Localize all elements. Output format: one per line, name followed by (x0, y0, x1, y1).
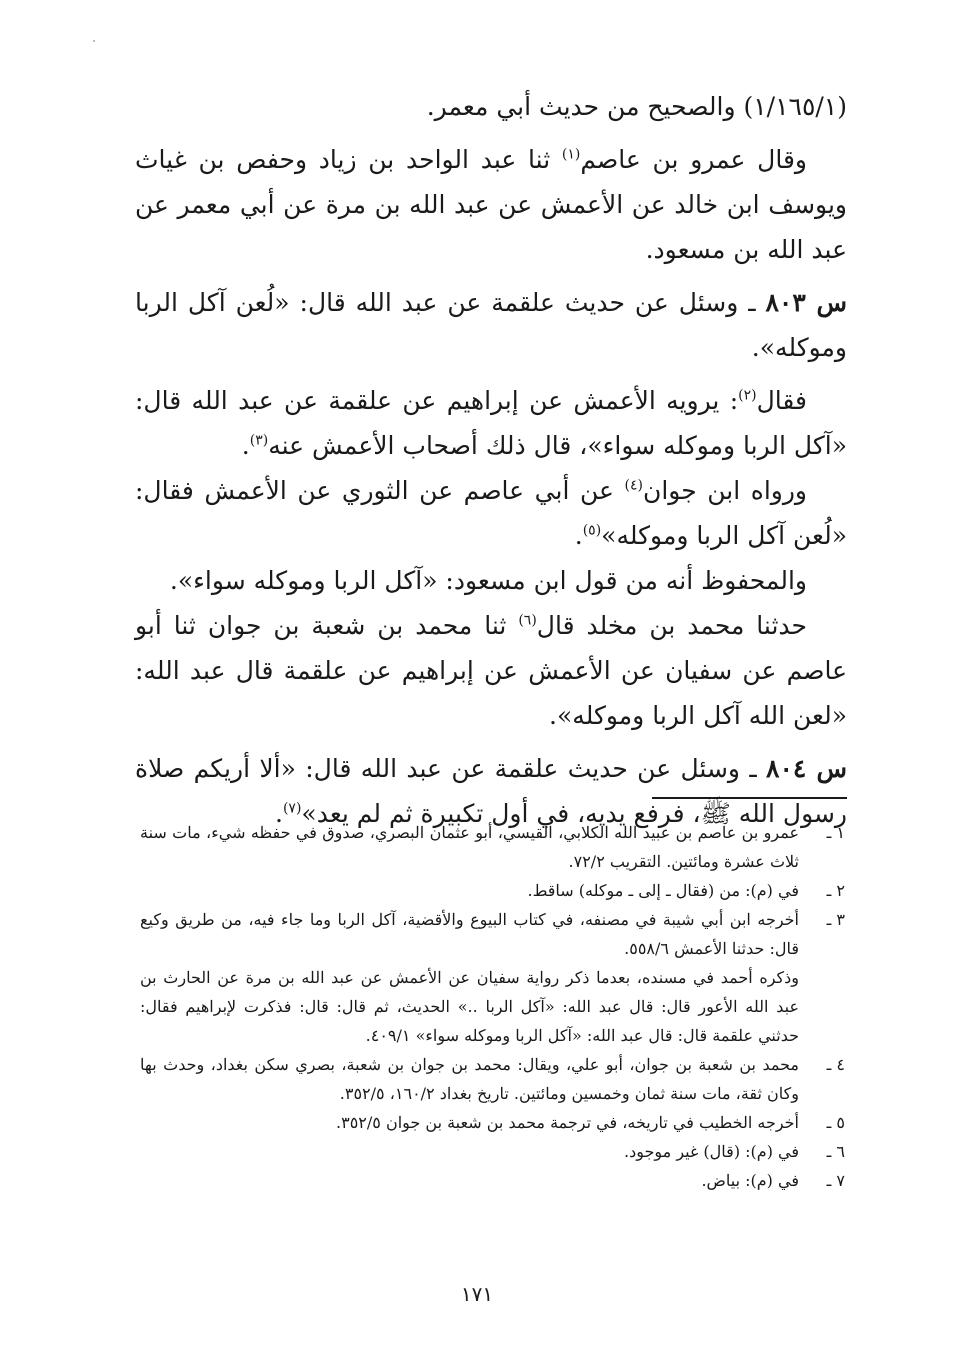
footnote-ref-1: (١) (561, 146, 581, 163)
paragraph-4 (135, 378, 847, 468)
footnote-1 (140, 818, 845, 876)
paragraph-2 (135, 137, 847, 272)
question-804-text: ـ وسئل عن حديث علقمة عن عبد الله قال: «ألا أريكم صلاة رسول الله ﷺ، فرفع يديه، في أول تكبيرة ثم لم يعد» (135, 754, 847, 828)
footnote-4-text: محمد بن شعبة بن جوان، أبو علي، ويقال: محمد بن جوان بن شعبة، بصري سكن بغداد، وحدث بها وكان ثقة، مات سنة ثمان وخمسين ومائتين. تاريخ بغداد ١٦٠/٢، ٣٥٢/٥. (140, 1055, 799, 1103)
footnote-6-text: في (م): (قال) غير موجود. (624, 1142, 799, 1161)
paragraph-4-text-c: . (241, 431, 250, 460)
question-803-number: س ٨٠٣ (765, 288, 847, 317)
footnote-2 (140, 876, 845, 905)
footnote-7 (140, 1166, 845, 1195)
footnote-3-number: ٣ ـ (826, 910, 845, 929)
footnote-divider (652, 797, 847, 799)
footnote-7-number: ٧ ـ (826, 1171, 845, 1190)
footnote-7-text: في (م): بياض. (701, 1171, 799, 1190)
paragraph-7-text-a: حدثنا محمد بن مخلد قال (536, 611, 807, 640)
footnote-2-text: في (م): من (فقال ـ إلى ـ موكله) ساقط. (527, 881, 799, 900)
paragraph-4-text-a: فقال (756, 386, 807, 415)
paragraph-2-text-a: وقال عمرو بن عاصم (580, 145, 807, 174)
footnote-5 (140, 1108, 845, 1137)
scan-speck (93, 40, 95, 42)
footnote-ref-6: (٦) (518, 612, 537, 629)
footnote-5-number: ٥ ـ (826, 1113, 845, 1132)
question-804-end: . (274, 799, 283, 828)
footnote-3-text: أخرجه ابن أبي شيبة في مصنفه، في كتاب البيوع والأقضية، آكل الربا وما جاء فيه، من طريق وكيع قال: حدثنا الأعمش ٥٥٨/٦. (140, 910, 799, 958)
footnote-ref-7: (٧) (282, 800, 302, 817)
paragraph-1 (135, 84, 847, 129)
paragraph-7-text-b: ثنا محمد بن شعبة بن جوان ثنا أبو عاصم عن سفيان عن الأعمش عن إبراهيم عن علقمة قال عبد الله: «لعن الله آكل الربا وموكله». (135, 611, 847, 730)
paragraph-5-text-a: ورواه ابن جوان (642, 476, 807, 505)
paragraph-2-text-b: ثنا عبد الواحد بن زياد وحفص بن غياث ويوسف ابن خالد عن الأعمش عن عبد الله بن مرة عن أبي معمر عن عبد الله بن مسعود. (135, 145, 847, 264)
main-text (135, 84, 847, 836)
paragraph-5 (135, 468, 847, 558)
footnote-6-number: ٦ ـ (826, 1142, 845, 1161)
footnote-ref-2: (٢) (738, 387, 757, 404)
paragraph-6 (135, 558, 847, 603)
paragraph-7 (135, 603, 847, 738)
footnote-ref-4: (٤) (624, 477, 643, 494)
footnotes (140, 818, 845, 1195)
footnote-4 (140, 1050, 845, 1108)
question-804-number: س ٨٠٤ (766, 754, 847, 783)
footnote-5-text: أخرجه الخطيب في تاريخه، في ترجمة محمد بن شعبة بن جوان ٣٥٢/٥. (336, 1113, 799, 1132)
question-803-text: ـ وسئل عن حديث علقمة عن عبد الله قال: «لُعن آكل الربا وموكله». (135, 288, 847, 362)
footnote-ref-3: (٣) (249, 432, 269, 449)
footnote-1-text: عمرو بن عاصم بن عبيد الله الكلابي، القيسي، أبو عثمان البصري، صدوق في حفظه شيء، مات سنة ثلاث عشرة ومائتين. التقريب ٧٢/٢. (140, 823, 799, 871)
footnote-1-number: ١ ـ (826, 823, 845, 842)
footnote-3 (140, 905, 845, 963)
page-number: ١٧١ (460, 1282, 494, 1306)
footnote-4-number: ٤ ـ (826, 1055, 845, 1074)
paragraph-5-text-b: عن أبي عاصم عن الثوري عن الأعمش فقال: «لُعن آكل الربا وموكله» (135, 476, 847, 550)
footnote-6 (140, 1137, 845, 1166)
footnote-2-number: ٢ ـ (826, 881, 845, 900)
paragraph-1-text: (١/١٦٥/١) والصحيح من حديث أبي معمر. (426, 92, 847, 121)
question-803 (135, 280, 847, 370)
paragraph-5-text-c: . (574, 521, 583, 550)
footnote-3-continued: وذكره أحمد في مسنده، بعدما ذكر رواية سفيان عن الأعمش عن عبد الله بن مرة عن الحارث بن عبد الله الأعور قال: قال عبد الله: «آكل الربا ..» الحديث، ثم قال: قال: فذكرت لإبراهيم فقال: حدثني علقمة قال: قال عبد الله: «آكل الربا وموكله سواء» ٤٠٩/١. (140, 968, 800, 1045)
paragraph-6-text: والمحفوظ أنه من قول ابن مسعود: «آكل الربا وموكله سواء». (169, 566, 807, 595)
paragraph-4-text-b: : يرويه الأعمش عن إبراهيم عن علقمة عن عبد الله قال: «آكل الربا وموكله سواء»، قال ذلك أصحاب الأعمش عنه (135, 386, 847, 460)
footnote-ref-5: (٥) (582, 522, 602, 539)
